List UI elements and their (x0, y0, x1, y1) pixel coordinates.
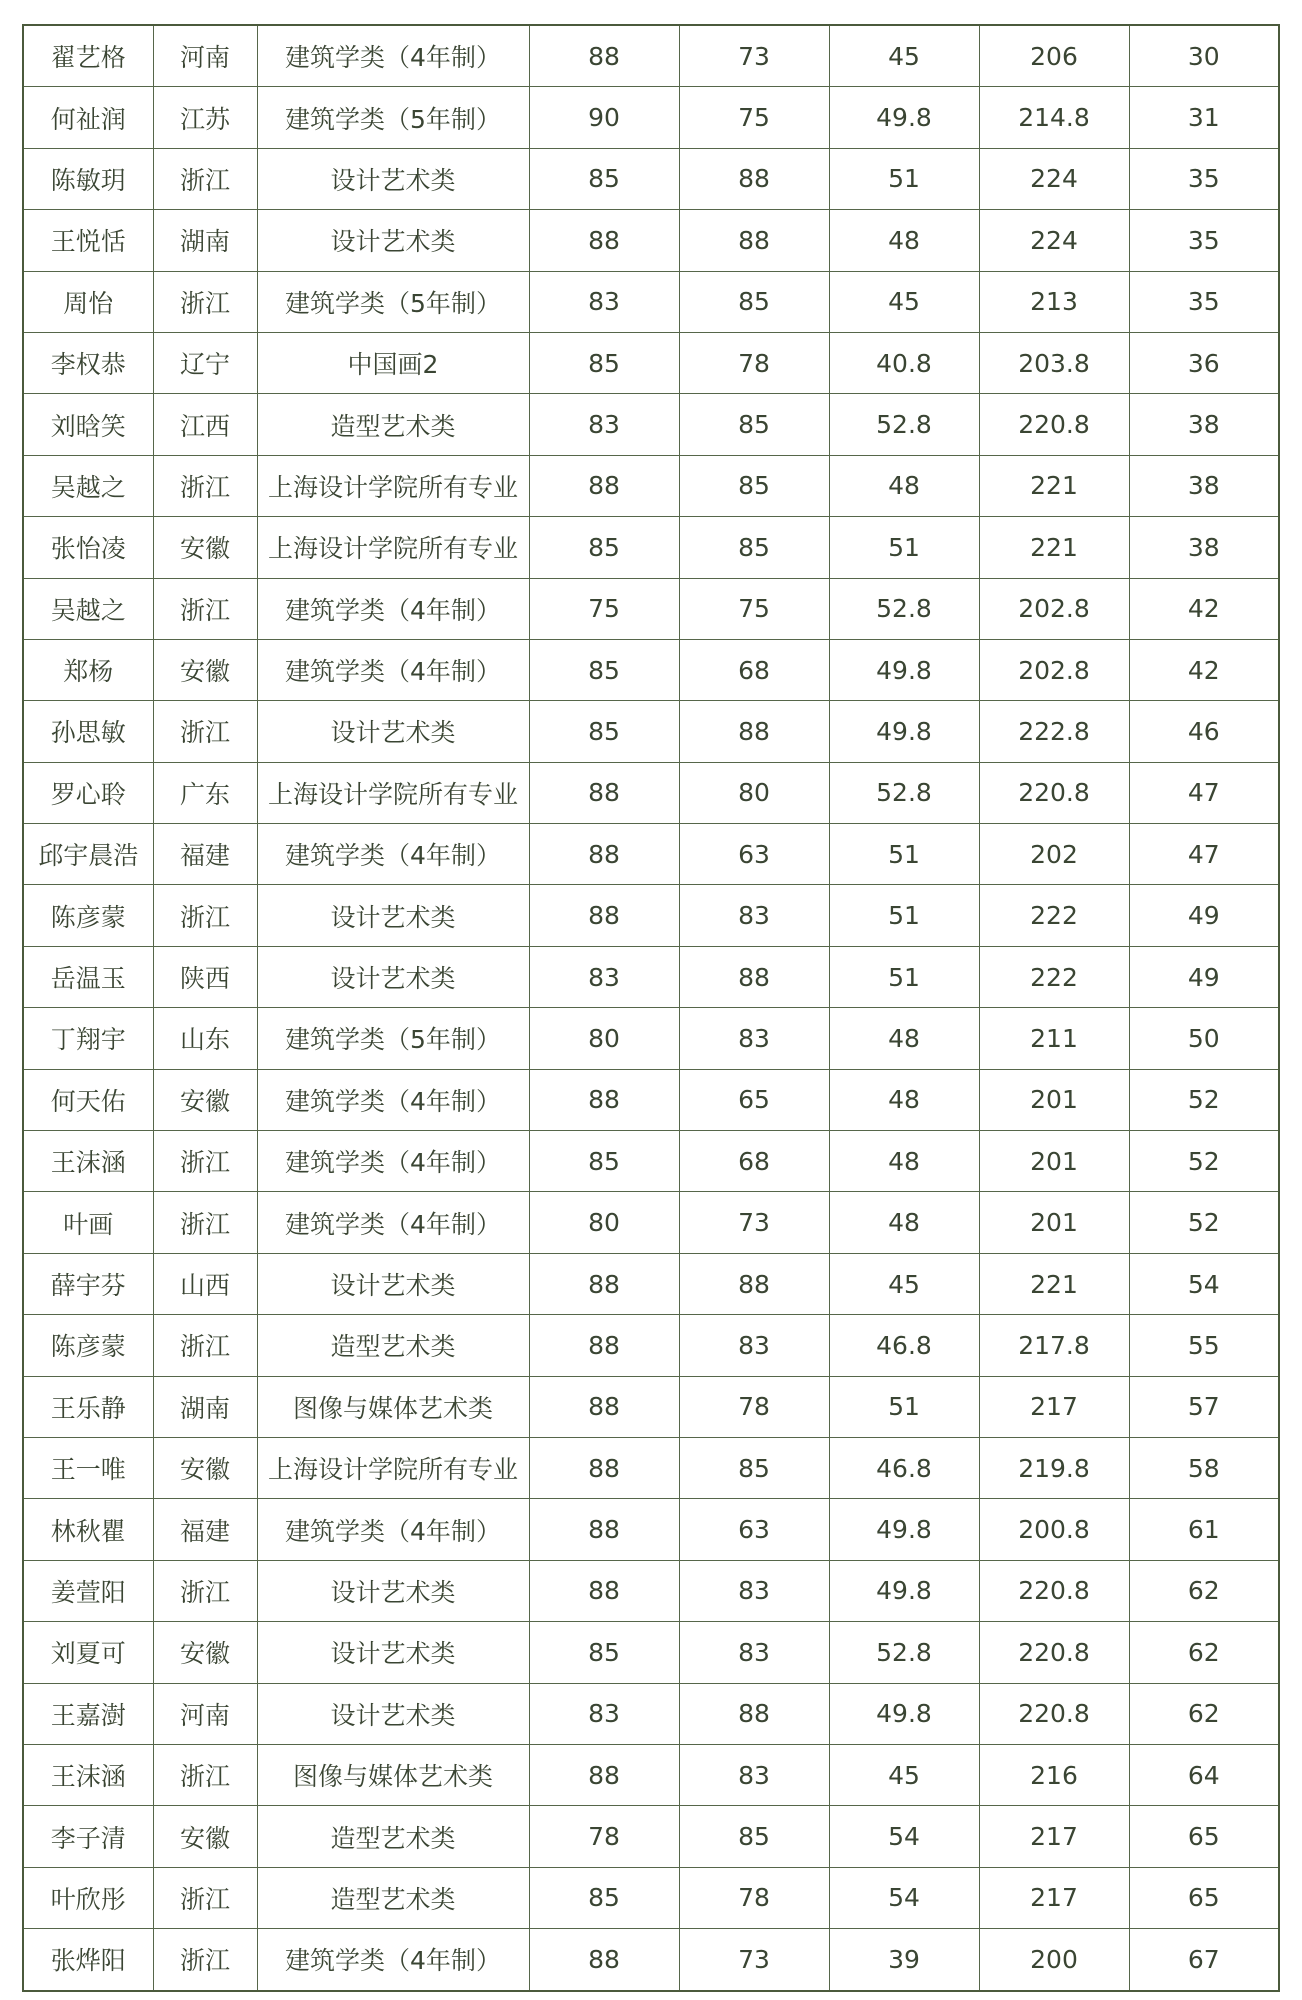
major-cell: 建筑学类（5年制） (257, 271, 529, 332)
score-3-cell: 45 (829, 1253, 979, 1314)
province-cell: 浙江 (153, 885, 257, 946)
major-cell: 设计艺术类 (257, 1560, 529, 1621)
major-cell: 设计艺术类 (257, 210, 529, 271)
total-score-cell: 220.8 (979, 1683, 1129, 1744)
table-row (23, 824, 1279, 885)
total-score-cell: 201 (979, 1069, 1129, 1130)
province-cell: 安徽 (153, 1437, 257, 1498)
score-2-cell: 65 (679, 1069, 829, 1130)
major-cell: 建筑学类（4年制） (257, 639, 529, 700)
rank-cell: 35 (1129, 148, 1279, 209)
province-cell: 浙江 (153, 1929, 257, 1991)
table-row (23, 946, 1279, 1007)
student-name-cell: 孙思敏 (23, 701, 153, 762)
province-cell: 江苏 (153, 87, 257, 148)
student-name-cell: 陈敏玥 (23, 148, 153, 209)
score-1-cell: 88 (529, 1376, 679, 1437)
student-name-cell: 姜萱阳 (23, 1560, 153, 1621)
major-cell: 造型艺术类 (257, 394, 529, 455)
score-3-cell: 51 (829, 885, 979, 946)
total-score-cell: 219.8 (979, 1437, 1129, 1498)
score-2-cell: 88 (679, 946, 829, 1007)
major-cell: 建筑学类（5年制） (257, 1008, 529, 1069)
rank-cell: 35 (1129, 271, 1279, 332)
major-cell: 造型艺术类 (257, 1315, 529, 1376)
total-score-cell: 217 (979, 1376, 1129, 1437)
student-name-cell: 邱宇晨浩 (23, 824, 153, 885)
student-name-cell: 李权恭 (23, 332, 153, 393)
score-1-cell: 88 (529, 210, 679, 271)
rank-cell: 62 (1129, 1622, 1279, 1683)
score-1-cell: 78 (529, 1806, 679, 1867)
major-cell: 设计艺术类 (257, 1622, 529, 1683)
table-row (23, 517, 1279, 578)
score-1-cell: 88 (529, 1069, 679, 1130)
province-cell: 安徽 (153, 517, 257, 578)
total-score-cell: 206 (979, 25, 1129, 87)
score-2-cell: 88 (679, 148, 829, 209)
province-cell: 安徽 (153, 1806, 257, 1867)
score-2-cell: 83 (679, 1008, 829, 1069)
rank-cell: 49 (1129, 946, 1279, 1007)
score-2-cell: 78 (679, 1376, 829, 1437)
major-cell: 建筑学类（4年制） (257, 578, 529, 639)
major-cell: 建筑学类（5年制） (257, 87, 529, 148)
major-cell: 设计艺术类 (257, 148, 529, 209)
rank-cell: 30 (1129, 25, 1279, 87)
score-1-cell: 85 (529, 639, 679, 700)
total-score-cell: 200 (979, 1929, 1129, 1991)
score-table-body (23, 25, 1279, 1991)
table-row (23, 1008, 1279, 1069)
score-1-cell: 85 (529, 1622, 679, 1683)
major-cell: 中国画2 (257, 332, 529, 393)
score-2-cell: 83 (679, 1315, 829, 1376)
table-row (23, 1867, 1279, 1928)
score-3-cell: 54 (829, 1867, 979, 1928)
student-name-cell: 刘晗笑 (23, 394, 153, 455)
score-1-cell: 83 (529, 946, 679, 1007)
student-name-cell: 周怡 (23, 271, 153, 332)
score-2-cell: 75 (679, 87, 829, 148)
score-3-cell: 52.8 (829, 1622, 979, 1683)
rank-cell: 38 (1129, 455, 1279, 516)
major-cell: 图像与媒体艺术类 (257, 1376, 529, 1437)
province-cell: 山东 (153, 1008, 257, 1069)
table-row (23, 1683, 1279, 1744)
score-2-cell: 63 (679, 1499, 829, 1560)
score-3-cell: 51 (829, 824, 979, 885)
student-name-cell: 吴越之 (23, 455, 153, 516)
total-score-cell: 221 (979, 455, 1129, 516)
total-score-cell: 201 (979, 1192, 1129, 1253)
score-1-cell: 88 (529, 824, 679, 885)
total-score-cell: 200.8 (979, 1499, 1129, 1560)
total-score-cell: 202.8 (979, 578, 1129, 639)
score-3-cell: 51 (829, 148, 979, 209)
score-3-cell: 52.8 (829, 762, 979, 823)
score-1-cell: 88 (529, 1315, 679, 1376)
score-1-cell: 88 (529, 1253, 679, 1314)
score-1-cell: 88 (529, 1929, 679, 1991)
score-2-cell: 85 (679, 517, 829, 578)
score-3-cell: 49.8 (829, 1683, 979, 1744)
score-3-cell: 52.8 (829, 578, 979, 639)
table-row (23, 1499, 1279, 1560)
table-row (23, 210, 1279, 271)
score-1-cell: 88 (529, 1744, 679, 1805)
table-row (23, 639, 1279, 700)
rank-cell: 31 (1129, 87, 1279, 148)
table-row (23, 701, 1279, 762)
rank-cell: 47 (1129, 824, 1279, 885)
score-2-cell: 80 (679, 762, 829, 823)
student-name-cell: 何祉润 (23, 87, 153, 148)
student-name-cell: 王嘉澍 (23, 1683, 153, 1744)
score-table-container (22, 24, 1278, 1992)
score-3-cell: 51 (829, 946, 979, 1007)
student-name-cell: 陈彦蒙 (23, 1315, 153, 1376)
score-1-cell: 88 (529, 455, 679, 516)
score-2-cell: 68 (679, 639, 829, 700)
rank-cell: 62 (1129, 1683, 1279, 1744)
total-score-cell: 224 (979, 148, 1129, 209)
rank-cell: 35 (1129, 210, 1279, 271)
province-cell: 广东 (153, 762, 257, 823)
major-cell: 建筑学类（4年制） (257, 1131, 529, 1192)
score-1-cell: 85 (529, 1131, 679, 1192)
score-3-cell: 46.8 (829, 1437, 979, 1498)
table-row (23, 1622, 1279, 1683)
total-score-cell: 216 (979, 1744, 1129, 1805)
major-cell: 上海设计学院所有专业 (257, 762, 529, 823)
table-row (23, 1560, 1279, 1621)
major-cell: 上海设计学院所有专业 (257, 517, 529, 578)
table-row (23, 762, 1279, 823)
score-3-cell: 45 (829, 25, 979, 87)
score-1-cell: 88 (529, 1560, 679, 1621)
table-row (23, 1069, 1279, 1130)
total-score-cell: 214.8 (979, 87, 1129, 148)
score-2-cell: 85 (679, 1806, 829, 1867)
score-1-cell: 80 (529, 1192, 679, 1253)
score-1-cell: 88 (529, 1499, 679, 1560)
total-score-cell: 220.8 (979, 394, 1129, 455)
province-cell: 河南 (153, 1683, 257, 1744)
student-name-cell: 王一唯 (23, 1437, 153, 1498)
province-cell: 湖南 (153, 1376, 257, 1437)
table-row (23, 1131, 1279, 1192)
score-3-cell: 49.8 (829, 639, 979, 700)
score-2-cell: 78 (679, 1867, 829, 1928)
score-3-cell: 48 (829, 1192, 979, 1253)
rank-cell: 47 (1129, 762, 1279, 823)
rank-cell: 38 (1129, 517, 1279, 578)
rank-cell: 52 (1129, 1069, 1279, 1130)
student-name-cell: 林秋瞿 (23, 1499, 153, 1560)
major-cell: 建筑学类（4年制） (257, 1192, 529, 1253)
major-cell: 设计艺术类 (257, 701, 529, 762)
table-row (23, 87, 1279, 148)
total-score-cell: 217 (979, 1867, 1129, 1928)
score-1-cell: 75 (529, 578, 679, 639)
province-cell: 浙江 (153, 271, 257, 332)
score-2-cell: 85 (679, 394, 829, 455)
major-cell: 造型艺术类 (257, 1867, 529, 1928)
score-1-cell: 83 (529, 1683, 679, 1744)
score-2-cell: 73 (679, 25, 829, 87)
rank-cell: 65 (1129, 1806, 1279, 1867)
score-1-cell: 85 (529, 148, 679, 209)
rank-cell: 65 (1129, 1867, 1279, 1928)
student-name-cell: 翟艺格 (23, 25, 153, 87)
score-2-cell: 85 (679, 271, 829, 332)
rank-cell: 58 (1129, 1437, 1279, 1498)
student-name-cell: 何天佑 (23, 1069, 153, 1130)
table-row (23, 1437, 1279, 1498)
score-1-cell: 88 (529, 1437, 679, 1498)
province-cell: 浙江 (153, 701, 257, 762)
total-score-cell: 221 (979, 517, 1129, 578)
rank-cell: 36 (1129, 332, 1279, 393)
score-3-cell: 45 (829, 271, 979, 332)
score-2-cell: 83 (679, 1744, 829, 1805)
province-cell: 河南 (153, 25, 257, 87)
score-3-cell: 54 (829, 1806, 979, 1867)
score-3-cell: 40.8 (829, 332, 979, 393)
total-score-cell: 222.8 (979, 701, 1129, 762)
score-1-cell: 85 (529, 332, 679, 393)
student-name-cell: 岳温玉 (23, 946, 153, 1007)
province-cell: 浙江 (153, 1867, 257, 1928)
province-cell: 福建 (153, 824, 257, 885)
table-row (23, 578, 1279, 639)
total-score-cell: 221 (979, 1253, 1129, 1314)
total-score-cell: 202.8 (979, 639, 1129, 700)
total-score-cell: 224 (979, 210, 1129, 271)
province-cell: 安徽 (153, 1069, 257, 1130)
table-row (23, 1806, 1279, 1867)
score-2-cell: 75 (679, 578, 829, 639)
table-row (23, 1253, 1279, 1314)
total-score-cell: 222 (979, 946, 1129, 1007)
major-cell: 建筑学类（4年制） (257, 25, 529, 87)
score-1-cell: 83 (529, 394, 679, 455)
table-row (23, 1315, 1279, 1376)
score-1-cell: 83 (529, 271, 679, 332)
score-1-cell: 88 (529, 762, 679, 823)
student-name-cell: 吴越之 (23, 578, 153, 639)
score-1-cell: 88 (529, 885, 679, 946)
province-cell: 浙江 (153, 148, 257, 209)
rank-cell: 46 (1129, 701, 1279, 762)
score-2-cell: 73 (679, 1192, 829, 1253)
rank-cell: 55 (1129, 1315, 1279, 1376)
score-3-cell: 48 (829, 1069, 979, 1130)
score-1-cell: 90 (529, 87, 679, 148)
total-score-cell: 202 (979, 824, 1129, 885)
student-name-cell: 王沫涵 (23, 1744, 153, 1805)
rank-cell: 54 (1129, 1253, 1279, 1314)
score-3-cell: 48 (829, 455, 979, 516)
total-score-cell: 220.8 (979, 1560, 1129, 1621)
table-row (23, 148, 1279, 209)
major-cell: 建筑学类（4年制） (257, 824, 529, 885)
table-row (23, 1376, 1279, 1437)
student-name-cell: 丁翔宇 (23, 1008, 153, 1069)
province-cell: 浙江 (153, 1131, 257, 1192)
score-1-cell: 85 (529, 517, 679, 578)
major-cell: 设计艺术类 (257, 1253, 529, 1314)
province-cell: 山西 (153, 1253, 257, 1314)
score-1-cell: 88 (529, 25, 679, 87)
total-score-cell: 217 (979, 1806, 1129, 1867)
student-name-cell: 罗心聆 (23, 762, 153, 823)
score-3-cell: 52.8 (829, 394, 979, 455)
score-3-cell: 51 (829, 517, 979, 578)
score-3-cell: 51 (829, 1376, 979, 1437)
score-2-cell: 85 (679, 455, 829, 516)
score-2-cell: 78 (679, 332, 829, 393)
score-3-cell: 46.8 (829, 1315, 979, 1376)
total-score-cell: 201 (979, 1131, 1129, 1192)
student-name-cell: 郑杨 (23, 639, 153, 700)
score-3-cell: 49.8 (829, 1499, 979, 1560)
province-cell: 福建 (153, 1499, 257, 1560)
rank-cell: 57 (1129, 1376, 1279, 1437)
major-cell: 上海设计学院所有专业 (257, 455, 529, 516)
student-name-cell: 刘夏可 (23, 1622, 153, 1683)
score-3-cell: 45 (829, 1744, 979, 1805)
score-3-cell: 49.8 (829, 701, 979, 762)
province-cell: 辽宁 (153, 332, 257, 393)
province-cell: 安徽 (153, 639, 257, 700)
score-3-cell: 48 (829, 1131, 979, 1192)
province-cell: 浙江 (153, 455, 257, 516)
student-name-cell: 王乐静 (23, 1376, 153, 1437)
student-name-cell: 张怡凌 (23, 517, 153, 578)
province-cell: 陕西 (153, 946, 257, 1007)
table-row (23, 394, 1279, 455)
total-score-cell: 220.8 (979, 1622, 1129, 1683)
score-2-cell: 88 (679, 1253, 829, 1314)
province-cell: 安徽 (153, 1622, 257, 1683)
table-row (23, 332, 1279, 393)
score-3-cell: 48 (829, 1008, 979, 1069)
major-cell: 设计艺术类 (257, 946, 529, 1007)
total-score-cell: 211 (979, 1008, 1129, 1069)
score-2-cell: 88 (679, 1683, 829, 1744)
score-1-cell: 85 (529, 1867, 679, 1928)
score-1-cell: 80 (529, 1008, 679, 1069)
score-3-cell: 39 (829, 1929, 979, 1991)
score-2-cell: 63 (679, 824, 829, 885)
rank-cell: 52 (1129, 1192, 1279, 1253)
province-cell: 浙江 (153, 1560, 257, 1621)
province-cell: 浙江 (153, 1315, 257, 1376)
rank-cell: 67 (1129, 1929, 1279, 1991)
score-2-cell: 68 (679, 1131, 829, 1192)
score-2-cell: 88 (679, 210, 829, 271)
rank-cell: 50 (1129, 1008, 1279, 1069)
rank-cell: 49 (1129, 885, 1279, 946)
major-cell: 设计艺术类 (257, 885, 529, 946)
rank-cell: 42 (1129, 578, 1279, 639)
total-score-cell: 217.8 (979, 1315, 1129, 1376)
major-cell: 建筑学类（4年制） (257, 1499, 529, 1560)
table-row (23, 455, 1279, 516)
total-score-cell: 222 (979, 885, 1129, 946)
student-name-cell: 叶欣彤 (23, 1867, 153, 1928)
total-score-cell: 220.8 (979, 762, 1129, 823)
score-1-cell: 85 (529, 701, 679, 762)
province-cell: 江西 (153, 394, 257, 455)
score-2-cell: 73 (679, 1929, 829, 1991)
table-row (23, 1744, 1279, 1805)
table-row (23, 271, 1279, 332)
province-cell: 浙江 (153, 1744, 257, 1805)
table-row (23, 885, 1279, 946)
province-cell: 浙江 (153, 1192, 257, 1253)
score-2-cell: 88 (679, 701, 829, 762)
province-cell: 浙江 (153, 578, 257, 639)
major-cell: 设计艺术类 (257, 1683, 529, 1744)
score-3-cell: 49.8 (829, 87, 979, 148)
student-name-cell: 王沫涵 (23, 1131, 153, 1192)
score-2-cell: 83 (679, 1622, 829, 1683)
score-2-cell: 85 (679, 1437, 829, 1498)
student-name-cell: 张烨阳 (23, 1929, 153, 1991)
rank-cell: 38 (1129, 394, 1279, 455)
major-cell: 图像与媒体艺术类 (257, 1744, 529, 1805)
student-name-cell: 陈彦蒙 (23, 885, 153, 946)
score-3-cell: 49.8 (829, 1560, 979, 1621)
total-score-cell: 213 (979, 271, 1129, 332)
table-row (23, 1929, 1279, 1991)
table-row (23, 25, 1279, 87)
rank-cell: 61 (1129, 1499, 1279, 1560)
rank-cell: 62 (1129, 1560, 1279, 1621)
rank-cell: 42 (1129, 639, 1279, 700)
student-name-cell: 叶画 (23, 1192, 153, 1253)
major-cell: 建筑学类（4年制） (257, 1069, 529, 1130)
major-cell: 造型艺术类 (257, 1806, 529, 1867)
score-2-cell: 83 (679, 885, 829, 946)
student-name-cell: 薛宇芬 (23, 1253, 153, 1314)
major-cell: 上海设计学院所有专业 (257, 1437, 529, 1498)
student-name-cell: 王悦恬 (23, 210, 153, 271)
student-name-cell: 李子清 (23, 1806, 153, 1867)
score-table (22, 24, 1280, 1992)
rank-cell: 64 (1129, 1744, 1279, 1805)
province-cell: 湖南 (153, 210, 257, 271)
score-2-cell: 83 (679, 1560, 829, 1621)
rank-cell: 52 (1129, 1131, 1279, 1192)
major-cell: 建筑学类（4年制） (257, 1929, 529, 1991)
score-3-cell: 48 (829, 210, 979, 271)
total-score-cell: 203.8 (979, 332, 1129, 393)
table-row (23, 1192, 1279, 1253)
